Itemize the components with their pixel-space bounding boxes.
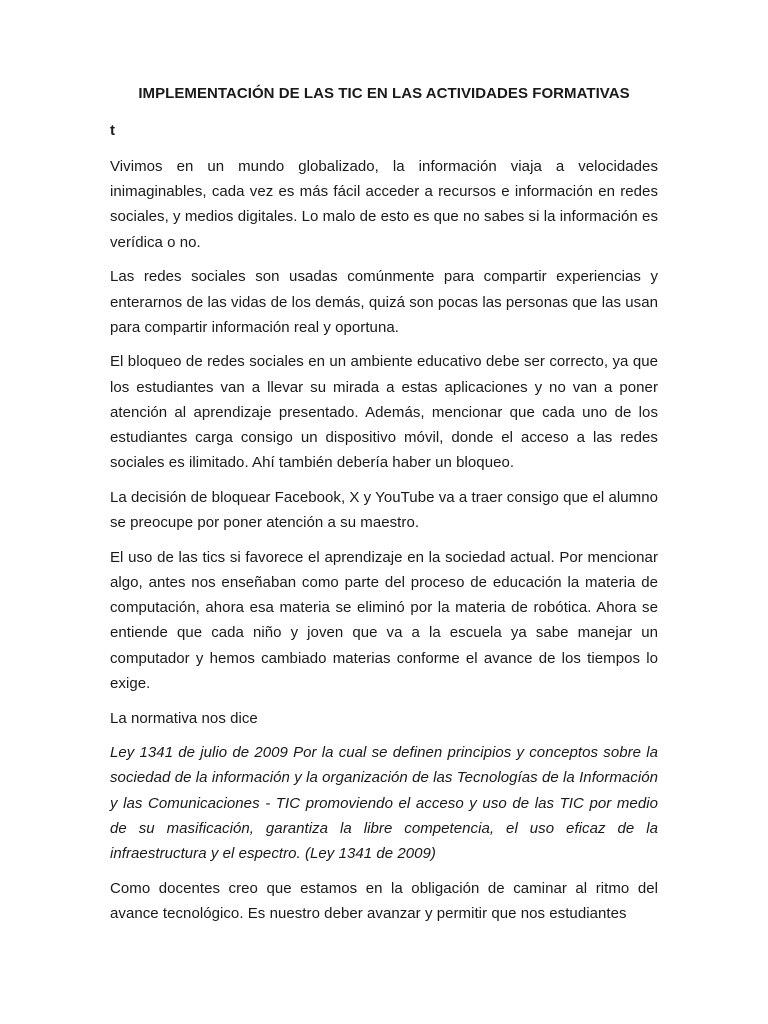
stray-character: t [110, 122, 115, 139]
paragraph-law-quote: Ley 1341 de julio de 2009 Por la cual se definen principios y conceptos sobre la sociedad de la información y la organización de las Tecnologías de la Información y las Comunicaciones - TIC promoviendo el acceso y uso de las TIC por medio de su masificación, garantiza la libre competencia, el uso eficaz de la infraestructura y el espectro. (Ley 1341 de 2009) [110, 744, 658, 863]
paragraph-tics-use: El uso de las tics si favorece el aprendizaje en la sociedad actual. Por mencionar algo, antes nos enseñaban como parte del proceso de educación la materia de computación, ahora esa materia se eliminó por la materia de robótica. Ahora se entiende que cada niño y joven que va a la escuela ya sabe manejar un computador y hemos cambiado materias conforme el avance de los tiempos lo exige. [110, 548, 658, 692]
document-title: IMPLEMENTACIÓN DE LAS TIC EN LAS ACTIVIDADES FORMATIVAS [138, 85, 630, 102]
paragraph-blocking: El bloqueo de redes sociales en un ambiente educativo debe ser correcto, ya que los estudiantes van a llevar su mirada a estas aplicaciones y no van a poner atención al aprendizaje presentado. Además, mencionar que cada uno de los estudiantes carga consigo un dispositivo móvil, donde el acceso a las redes sociales es ilimitado. Ahí también debería haber un bloqueo. [110, 353, 658, 472]
paragraph-normative-intro: La normativa nos dice [110, 709, 258, 727]
paragraph-teachers: Como docentes creo que estamos en la obligación de caminar al ritmo del avance tecnológico. Es nuestro deber avanzar y permitir que nos estudiantes [110, 879, 658, 922]
paragraph-decision: La decisión de bloquear Facebook, X y YouTube va a traer consigo que el alumno se preocupe por poner atención a su maestro. [110, 488, 658, 532]
paragraph-social-networks: Las redes sociales son usadas comúnmente para compartir experiencias y enterarnos de las vidas de los demás, quizá son pocas las personas que las usan para compartir información real y oportuna. [110, 268, 658, 336]
document-body [110, 84, 658, 936]
paragraph-globalization: Vivimos en un mundo globalizado, la información viaja a velocidades inimaginables, cada vez es más fácil acceder a recursos e información en redes sociales, y medios digitales. Lo malo de esto es que no sabes si la información es verídica o no. [110, 158, 658, 251]
